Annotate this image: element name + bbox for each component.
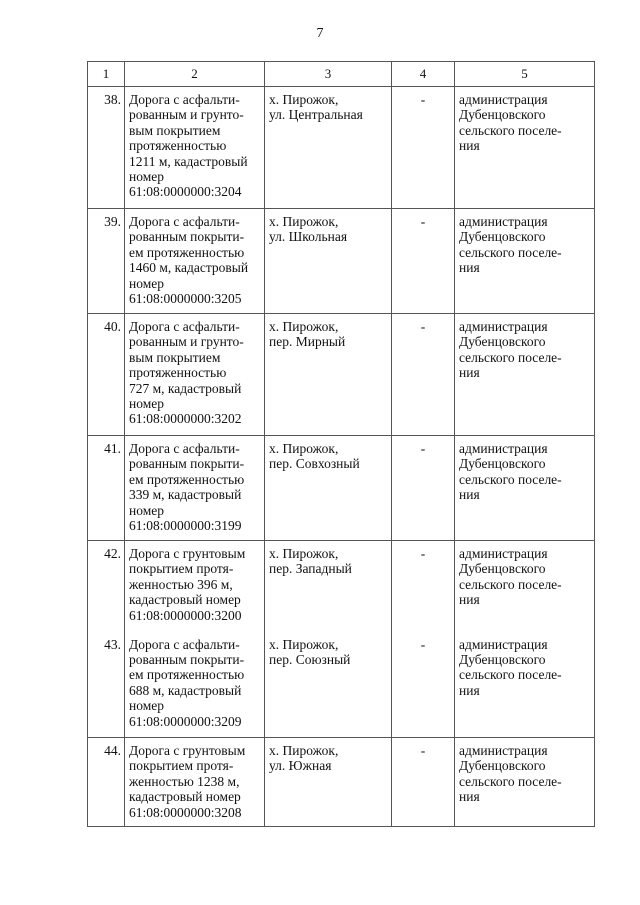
table-row [88, 87, 595, 209]
column-4-value: - [392, 632, 455, 738]
road-owner: администрация Дубенцовского сельского поселе- ния [459, 743, 562, 805]
page-number: 7 [316, 26, 324, 41]
road-address: х. Пирожок, ул. Школьная [269, 214, 348, 245]
row-number: 38. [88, 87, 125, 209]
road-owner: администрация Дубенцовского сельского поселе- ния [459, 214, 562, 276]
column-header-4: 4 [392, 62, 455, 87]
road-registry-table [87, 61, 595, 827]
row-number: 40. [88, 314, 125, 436]
column-4-value: - [392, 436, 455, 541]
road-address: х. Пирожок, ул. Центральная [269, 92, 363, 123]
table-row [88, 632, 595, 738]
road-description: Дорога с асфальти- рованным и грунто- вым покрытием протяженностью 1211 м, кадастровый номер 61:08:0000000:3204 [129, 92, 248, 200]
table-header-row [88, 62, 595, 87]
road-description: Дорога с грунтовым покрытием протя- женностью 396 м, кадастровый номер 61:08:0000000:3200 [129, 546, 246, 623]
road-description: Дорога с асфальти- рованным покрыти- ем протяженностью 339 м, кадастровый номер 61:08:0000000:3199 [129, 441, 245, 534]
road-owner: администрация Дубенцовского сельского поселе- ния [459, 636, 562, 698]
row-number: 43. [88, 632, 125, 738]
table-row [88, 541, 595, 632]
road-address: х. Пирожок, пер. Мирный [269, 319, 346, 350]
row-number: 44. [88, 738, 125, 827]
road-address: х. Пирожок, пер. Союзный [269, 636, 351, 667]
column-header-2: 2 [125, 62, 265, 87]
row-number: 39. [88, 209, 125, 314]
column-header-3: 3 [265, 62, 392, 87]
table-row [88, 209, 595, 314]
road-description: Дорога с асфальти- рованным покрыти- ем протяженностью 688 м, кадастровый номер 61:08:0000000:3209 [129, 636, 245, 729]
road-owner: администрация Дубенцовского сельского поселе- ния [459, 319, 562, 381]
table-row [88, 314, 595, 436]
road-description: Дорога с грунтовым покрытием протя- женностью 1238 м, кадастровый номер 61:08:0000000:3208 [129, 743, 246, 820]
road-address: х. Пирожок, пер. Западный [269, 546, 352, 577]
column-4-value: - [392, 314, 455, 436]
table-row [88, 738, 595, 827]
road-owner: администрация Дубенцовского сельского поселе- ния [459, 92, 562, 154]
column-header-1: 1 [88, 62, 125, 87]
road-address: х. Пирожок, ул. Южная [269, 743, 339, 774]
row-number: 42. [88, 541, 125, 632]
row-number: 41. [88, 436, 125, 541]
road-description: Дорога с асфальти- рованным и грунто- вым покрытием протяженностью 727 м, кадастровый номер 61:08:0000000:3202 [129, 319, 244, 427]
column-4-value: - [392, 87, 455, 209]
road-description: Дорога с асфальти- рованным покрыти- ем протяженностью 1460 м, кадастровый номер 61:08:0000000:3205 [129, 214, 249, 307]
column-4-value: - [392, 209, 455, 314]
column-4-value: - [392, 738, 455, 827]
road-owner: администрация Дубенцовского сельского поселе- ния [459, 546, 562, 608]
road-owner: администрация Дубенцовского сельского поселе- ния [459, 441, 562, 503]
column-4-value: - [392, 541, 455, 632]
table-row [88, 436, 595, 541]
column-header-5: 5 [455, 62, 595, 87]
road-address: х. Пирожок, пер. Совхозный [269, 441, 360, 472]
